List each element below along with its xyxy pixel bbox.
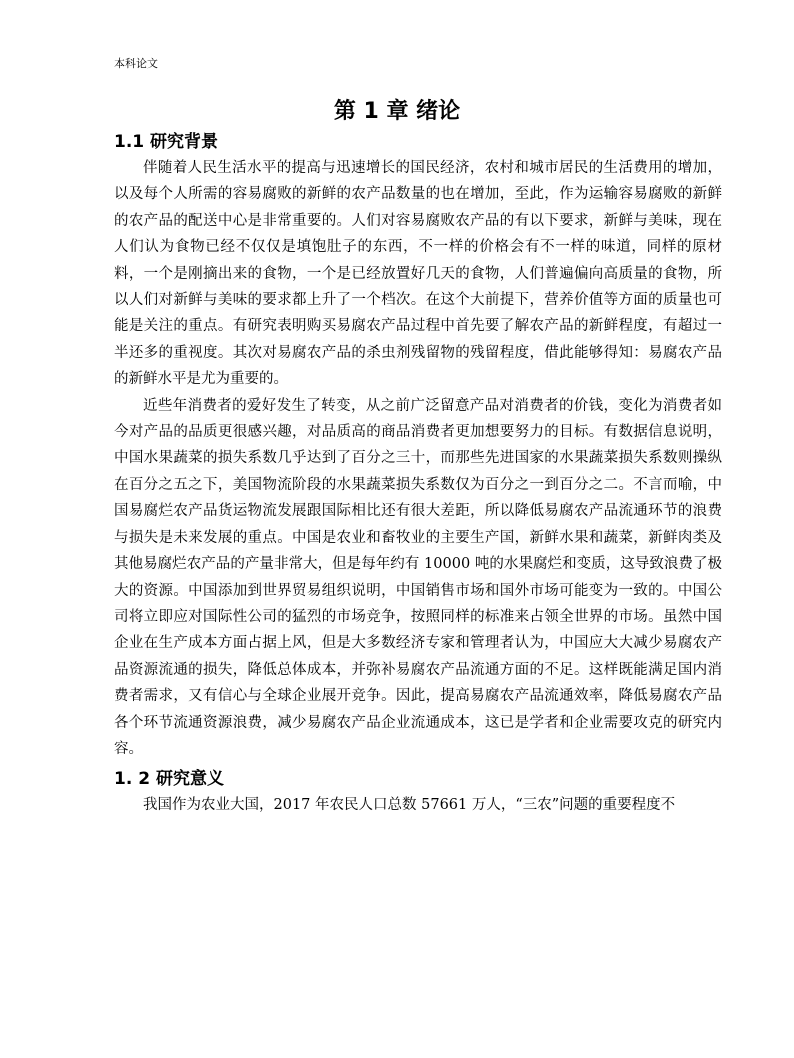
chapter-title: 第 1 章 绪论 [333, 99, 461, 124]
section-heading-background: 1.1 研究背景 [114, 132, 219, 152]
paragraph: 近些年消费者的爱好发生了转变，从之前广泛留意产品对消费者的价钱，变化为消费者如今对产品的品质更很感兴趣，对品质高的商品消费者更加想要努力的目标。有数据信息说明，中国水果蔬菜的损失系数几乎达到了百分之三十，而那些先进国家的水果蔬菜损失系数则操纵在百分之五之下，美国物流阶段的水果蔬菜损失系数仅为百分之一到百分之二。不言而喻，中国易腐烂农产品货运物流发展跟国际相比还有很大差距，所以降低易腐农产品流通环节的浪费与损失是未来发展的重点。中国是农业和畜牧业的主要生产国，新鲜水果和蔬菜，新鲜肉类及其他易腐烂农产品的产量非常大，但是每年约有 10000 吨的水果腐烂和变质，这导致浪费了极大的资源。中国添加到世界贸易组织说明，中国销售市场和国外市场可能变为一致的。中国公司将立即应对国际性公司的猛烈的市场竞争，按照同样的标准来占领全世界的市场。虽然中国企业在生产成本方面占据上风，但是大多数经济专家和管理者认为，中国应大大减少易腐农产品资源流通的损失，降低总体成本，并弥补易腐农产品流通方面的不足。这样既能满足国内消费者需求，又有信心与全球企业展开竞争。因此，提高易腐农产品流通效率，降低易腐农产品各个环节流通资源浪费，减少易腐农产品企业流通成本，这已是学者和企业需要攻克的研究内容。 [114, 397, 722, 757]
running-header: 本科论文 [114, 57, 158, 70]
section-heading-significance: 1. 2 研究意义 [114, 769, 224, 790]
paragraph: 我国作为农业大国，2017 年农民人口总数 57661 万人，“三农”问题的重要程度不 [143, 797, 676, 814]
page-body [114, 129, 722, 819]
paragraph: 伴随着人民生活水平的提高与迅速增长的国民经济，农村和城市居民的生活费用的增加，以及每个人所需的容易腐败的新鲜的农产品数量的也在增加，至此，作为运输容易腐败的新鲜的农产品的配送中心是非常重要的。人们对容易腐败农产品的有以下要求，新鲜与美味，现在人们认为食物已经不仅仅是填饱肚子的东西，不一样的价格会有不一样的味道，同样的原材料，一个是刚摘出来的食物，一个是已经放置好几天的食物，人们普遍偏向高质量的食物，所以人们对新鲜与美味的要求都上升了一个档次。在这个大前提下，营养价值等方面的质量也可能是关注的重点。有研究表明购买易腐农产品过程中首先要了解农产品的新鲜程度，有超过一半还多的重视度。其次对易腐农产品的杀虫剂残留物的残留程度，借此能够得知：易腐农产品的新鲜水平是尤为重要的。 [114, 160, 722, 388]
